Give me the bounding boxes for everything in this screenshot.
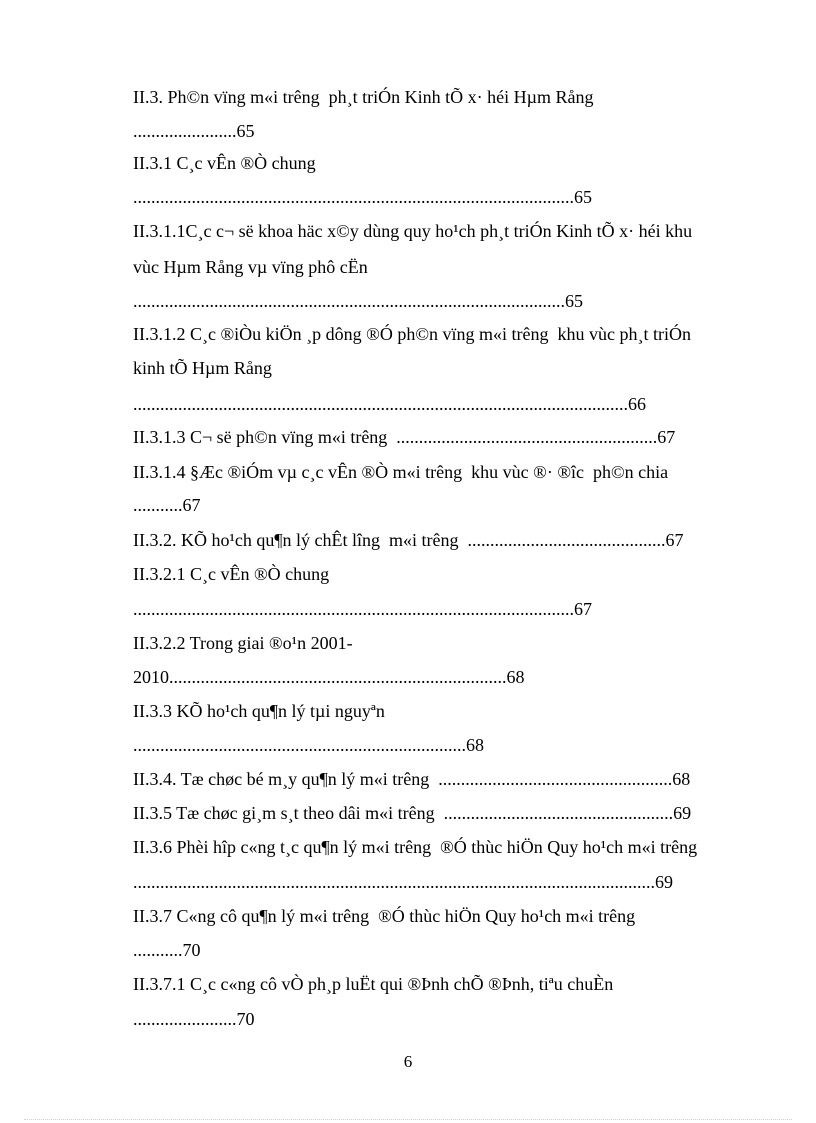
toc-leader-ii-3-7-1: .......................70 bbox=[133, 1009, 255, 1029]
toc-leader-ii-3-7: ...........70 bbox=[133, 940, 201, 960]
toc-leader-ii-3-1-2: ..............................................................................................................66 bbox=[133, 394, 646, 414]
toc-entry-ii-3-3: II.3.3 KÕ ho¹ch qu¶n lý tµi nguyªn bbox=[133, 701, 385, 721]
toc-entry-ii-3-2-2: II.3.2.2 Trong giai ®o¹n 2001- bbox=[133, 633, 353, 653]
toc-leader-ii-3-1-1: ................................................................................................65 bbox=[133, 291, 583, 311]
toc-leader-ii-3-1: ..................................................................................................65 bbox=[133, 187, 592, 207]
toc-entry-ii-3-1: II.3.1 C¸c vÊn ®Ò chung bbox=[133, 153, 316, 173]
page-number: 6 bbox=[403, 1052, 413, 1071]
toc-entry-ii-3-1-1: II.3.1.1C¸c c¬ së khoa häc x©y dùng quy ho¹ch ph¸t triÓn Kinh tÕ x· héi khu bbox=[133, 221, 693, 241]
toc-entry-ii-3-7: II.3.7 C«ng cô qu¶n lý m«i trêng ®Ó thùc hiÖn Quy ho¹ch m«i trêng bbox=[133, 906, 636, 926]
toc-leader-ii-3-3: ..........................................................................68 bbox=[133, 735, 484, 755]
toc-leader-ii-3-1-4: ...........67 bbox=[133, 495, 201, 515]
toc-entry-ii-3-2-2-cont: 2010...........................................................................68 bbox=[133, 667, 525, 687]
toc-leader-ii-3-6: ....................................................................................................................69 bbox=[133, 872, 673, 892]
toc-entry-ii-3-4: II.3.4. Tæ chøc bé m¸y qu¶n lý m«i trêng ....................................................68 bbox=[133, 769, 691, 789]
toc-entry-ii-3-1-3: II.3.1.3 C¬ së ph©n vïng m«i trêng ..........................................................67 bbox=[133, 427, 676, 447]
toc-entry-ii-3-2-1: II.3.2.1 C¸c vÊn ®Ò chung bbox=[133, 564, 330, 584]
toc-leader-ii-3-2-1: ..................................................................................................67 bbox=[133, 599, 592, 619]
toc-entry-ii-3-6: II.3.6 Phèi hîp c«ng t¸c qu¶n lý m«i trêng ®Ó thùc hiÖn Quy ho¹ch m«i trêng bbox=[133, 837, 698, 857]
toc-leader-ii-3: .......................65 bbox=[133, 121, 255, 141]
toc-entry-ii-3-5: II.3.5 Tæ chøc gi¸m s¸t theo dâi m«i trêng ...................................................69 bbox=[133, 803, 692, 823]
toc-entry-ii-3-7-1: II.3.7.1 C¸c c«ng cô vÒ ph¸p luËt qui ®Þnh chÕ ®Þnh, tiªu chuÈn bbox=[133, 974, 614, 994]
toc-entry-ii-3-1-1-cont: vùc Hµm Rång vµ vïng phô cËn bbox=[133, 257, 368, 277]
toc-entry-ii-3: II.3. Ph©n vïng m«i trêng ph¸t triÓn Kinh tÕ x· héi Hµm Rång bbox=[133, 87, 594, 107]
toc-entry-ii-3-1-2-cont: kinh tÕ Hµm Rång bbox=[133, 358, 272, 378]
toc-entry-ii-3-1-4: II.3.1.4 §Æc ®iÓm vµ c¸c vÊn ®Ò m«i trêng khu vùc ®· ®îc ph©n chia bbox=[133, 462, 669, 482]
page-bottom-divider bbox=[24, 1119, 792, 1120]
toc-entry-ii-3-2: II.3.2. KÕ ho¹ch qu¶n lý chÊt lîng m«i trêng ............................................67 bbox=[133, 530, 684, 550]
toc-entry-ii-3-1-2: II.3.1.2 C¸c ®iÒu kiÖn ¸p dông ®Ó ph©n vïng m«i trêng khu vùc ph¸t triÓn bbox=[133, 324, 691, 344]
